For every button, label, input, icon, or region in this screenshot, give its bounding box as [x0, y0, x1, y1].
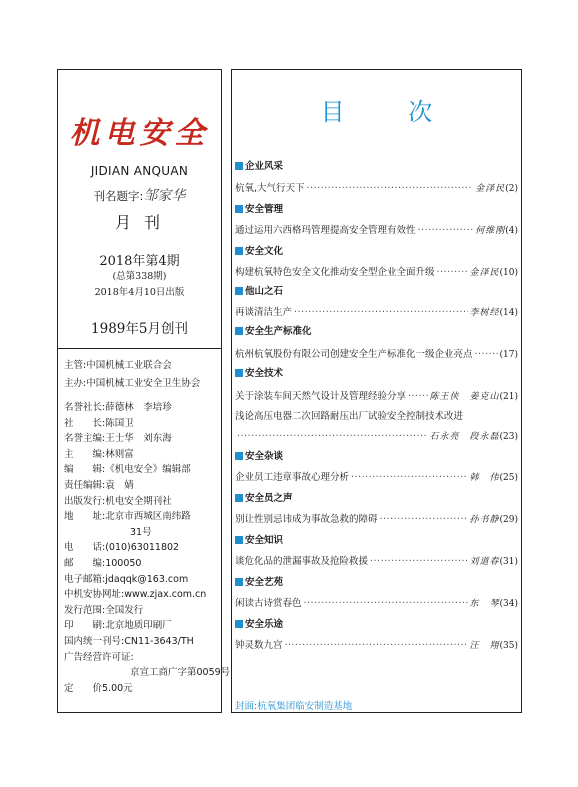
square-bullet-icon	[235, 494, 243, 502]
staff-row	[64, 618, 219, 634]
toc-section-heading	[235, 616, 283, 630]
toc-entry-page: (35)	[499, 641, 518, 651]
square-bullet-icon	[235, 536, 243, 544]
staff-value: 100050	[105, 557, 142, 569]
square-bullet-icon	[235, 247, 243, 255]
toc-section-heading	[235, 448, 283, 462]
toc-title: 目 次	[320, 98, 461, 126]
toc-entry[interactable]	[235, 180, 518, 194]
staff-row	[64, 478, 219, 494]
toc-entry[interactable]	[235, 304, 518, 318]
masthead-panel	[57, 69, 231, 713]
square-bullet-icon	[235, 287, 243, 295]
section-name: 安全生产标准化	[245, 326, 312, 337]
toc-entry-title[interactable]: 浅论高压电器二次回路耐压出厂试验安全控制技术改进	[235, 411, 464, 422]
toc-section-heading	[235, 323, 312, 337]
staff-value: 袁 婧	[105, 479, 134, 491]
masthead-divider	[58, 348, 221, 349]
cover-note: 封面:杭氧集团临安制造基地	[235, 701, 353, 712]
toc-panel	[231, 69, 522, 713]
toc-entry-page: (23)	[499, 432, 518, 442]
staff-value: 全国发行	[105, 604, 144, 616]
square-bullet-icon	[235, 327, 243, 335]
staff-value: 京宣工商广字第0059号	[130, 667, 231, 679]
staff-label: 发行范围:	[64, 604, 106, 616]
toc-entry-author: 东 琴	[469, 599, 500, 609]
staff-label: 邮 编:	[64, 557, 106, 569]
staff-value: 薛德林 李培珍	[105, 402, 172, 413]
staff-row	[64, 556, 219, 572]
staff-row	[64, 540, 219, 556]
issue-number: 2018年第4期	[99, 254, 180, 269]
section-name: 企业风采	[245, 161, 284, 172]
leader-dots	[237, 431, 428, 442]
staff-label: 电 话:	[64, 542, 106, 554]
staff-row	[64, 400, 219, 416]
staff-value: 北京市西城区南纬路	[105, 511, 191, 523]
section-name: 安全文化	[245, 246, 284, 257]
supervisor: 主管:中国机械工业联合会	[64, 360, 172, 371]
toc-section-heading	[235, 243, 283, 257]
toc-section-heading	[235, 201, 283, 215]
section-name: 他山之石	[245, 286, 284, 297]
staff-label: 出版发行:	[64, 495, 106, 507]
staff-row	[64, 525, 219, 541]
staff-row	[64, 634, 219, 650]
leader-dots	[304, 598, 468, 609]
staff-label: 名誉主编:	[64, 433, 106, 445]
staff-value: 5.00元	[102, 682, 133, 694]
leader-dots	[294, 307, 467, 318]
toc-section-heading	[235, 365, 283, 379]
staff-label: 地 址:	[64, 511, 106, 523]
toc-entry-title: 构建杭氧特色安全文化推动安全型企业全面升级	[235, 267, 435, 278]
title-inscription	[58, 185, 221, 205]
square-bullet-icon	[235, 452, 243, 460]
toc-section-heading	[235, 574, 283, 588]
leader-dots	[418, 225, 474, 236]
staff-row	[64, 603, 219, 619]
staff-row	[64, 572, 219, 588]
inscription-label: 刊名题字:	[93, 189, 144, 203]
toc-entry-author: 陈王侠 姜克山	[429, 392, 500, 402]
toc-entry[interactable]	[235, 388, 518, 402]
toc-entry-author: 汪 翔	[469, 641, 500, 651]
toc-entry-title: 关于涂装车间天然气设计及管理经验分享	[235, 391, 407, 402]
toc-entry-title: 钟灵数九宫	[235, 640, 283, 651]
toc-entry-title: 再谈清洁生产	[235, 307, 293, 318]
staff-row	[64, 431, 219, 447]
toc-entry-page: (2)	[505, 184, 518, 194]
leader-dots	[380, 514, 468, 525]
staff-label: 名誉社长:	[64, 402, 106, 413]
toc-entry[interactable]	[235, 264, 518, 278]
toc-entry-author: 石永亮 段永磊	[429, 432, 500, 442]
toc-entry-author: 韩 伟	[469, 473, 500, 483]
staff-label: 电子邮箱:	[64, 573, 106, 585]
toc-entry-page: (10)	[499, 268, 518, 278]
staff-row	[64, 462, 219, 478]
toc-entry-author: 刘道春	[469, 557, 500, 567]
toc-entry[interactable]	[235, 595, 518, 609]
toc-entry-title: 谈危化品的泄漏事故及抢险救援	[235, 556, 369, 567]
staff-value: 王士华 刘东海	[105, 433, 172, 445]
toc-entry-page: (21)	[499, 392, 518, 402]
toc-entry[interactable]	[235, 469, 518, 483]
staff-value: 31号	[130, 526, 152, 538]
toc-entry-page: (25)	[499, 473, 518, 483]
staff-value: (010)63011802	[105, 542, 180, 554]
leader-dots	[408, 391, 427, 402]
leader-dots	[437, 267, 468, 278]
toc-entry-page: (17)	[499, 350, 518, 360]
leader-dots	[370, 556, 467, 567]
section-name: 安全杂谈	[245, 451, 284, 462]
staff-value: 陈国卫	[105, 417, 134, 429]
toc-section-heading	[235, 532, 283, 546]
toc-entry[interactable]	[235, 553, 518, 567]
section-name: 安全管理	[245, 204, 284, 215]
leader-dots	[285, 640, 468, 651]
staff-value: 北京地质印刷厂	[105, 620, 172, 632]
toc-entry-author: 金泽民	[475, 184, 506, 194]
toc-entry[interactable]	[235, 429, 518, 442]
staff-row	[64, 447, 219, 463]
staff-value: www.zjax.com.cn	[124, 589, 207, 601]
toc-entry-page: (29)	[499, 515, 518, 525]
staff-row	[64, 665, 231, 681]
section-name: 安全员之声	[245, 493, 293, 504]
staff-value: 《机电安全》编辑部	[105, 464, 191, 476]
staff-row	[64, 509, 219, 525]
magazine-pinyin: JIDIAN ANQUAN	[90, 164, 189, 178]
leader-dots	[475, 349, 498, 360]
leader-dots	[351, 472, 467, 483]
staff-label: 国内统一刊号:	[64, 635, 125, 647]
toc-entry-page: (4)	[505, 226, 518, 236]
staff-label: 广告经营许可证:	[64, 651, 134, 663]
staff-label: 中机安协网址:	[64, 589, 125, 601]
toc-entry-page: (31)	[499, 557, 518, 567]
staff-label: 印 刷:	[64, 620, 106, 632]
square-bullet-icon	[235, 162, 243, 170]
toc-entry-title: 通过运用六西格玛管理提高安全管理有效性	[235, 225, 416, 236]
section-name: 安全艺苑	[245, 577, 284, 588]
staff-row	[64, 587, 219, 603]
publication-date: 2018年4月10日出版	[94, 287, 185, 298]
staff-label: 社 长:	[64, 417, 106, 429]
toc-entry-author: 李树经	[469, 308, 500, 318]
staff-value: CN11-3643/TH	[124, 635, 194, 647]
staff-value: jdaqqk@163.com	[105, 573, 189, 585]
staff-row	[64, 681, 219, 697]
staff-label: 定 价	[64, 682, 103, 694]
toc-entry[interactable]	[235, 222, 518, 236]
toc-entry[interactable]	[235, 346, 518, 360]
toc-entry-title: 闲读古诗赏春色	[235, 598, 302, 609]
staff-list	[64, 400, 231, 696]
toc-entry-page: (14)	[499, 308, 518, 318]
toc-entry[interactable]	[235, 511, 518, 525]
total-issue: (总第338期)	[112, 271, 167, 282]
toc-entry-title: 企业员工违章事故心理分析	[235, 472, 350, 483]
toc-section-heading	[235, 490, 293, 504]
staff-row	[64, 416, 219, 432]
staff-label: 责任编辑:	[64, 479, 106, 491]
staff-label: 主 编:	[64, 448, 106, 460]
staff-label: 编 辑:	[64, 464, 106, 476]
toc-entry-author: 孙书静	[469, 515, 500, 525]
staff-value: 机电安全期刊社	[105, 495, 172, 507]
leader-dots	[307, 183, 474, 194]
toc-entry[interactable]	[235, 637, 518, 651]
section-name: 安全乐途	[245, 619, 284, 630]
square-bullet-icon	[235, 369, 243, 377]
staff-row	[64, 494, 219, 510]
toc-entry-author: 金泽民	[469, 268, 500, 278]
toc-section-heading	[235, 158, 283, 172]
toc-entry-title: 杭州杭氧股份有限公司创建安全生产标准化一级企业亮点	[235, 349, 473, 360]
section-name: 安全技术	[245, 368, 284, 379]
toc-entry-title: 杭氧,大气行天下	[235, 183, 305, 194]
section-name: 安全知识	[245, 535, 284, 546]
square-bullet-icon	[235, 620, 243, 628]
square-bullet-icon	[235, 205, 243, 213]
founded-date: 1989年5月创刊	[91, 321, 188, 337]
toc-entry-author: 何维刚	[475, 226, 506, 236]
inscription-signature: 邹家华	[143, 188, 186, 204]
toc-section-heading	[235, 283, 283, 297]
sponsor: 主办:中国机械工业安全卫生协会	[64, 378, 201, 389]
magazine-logo: 机电安全	[69, 116, 210, 151]
frequency: 月 刊	[114, 213, 165, 232]
toc-entry-title: 别让性别忌讳成为事故急救的障碍	[235, 514, 378, 525]
staff-row	[64, 650, 219, 666]
square-bullet-icon	[235, 578, 243, 586]
staff-value: 林则富	[105, 448, 134, 460]
toc-entry-page: (34)	[499, 599, 518, 609]
